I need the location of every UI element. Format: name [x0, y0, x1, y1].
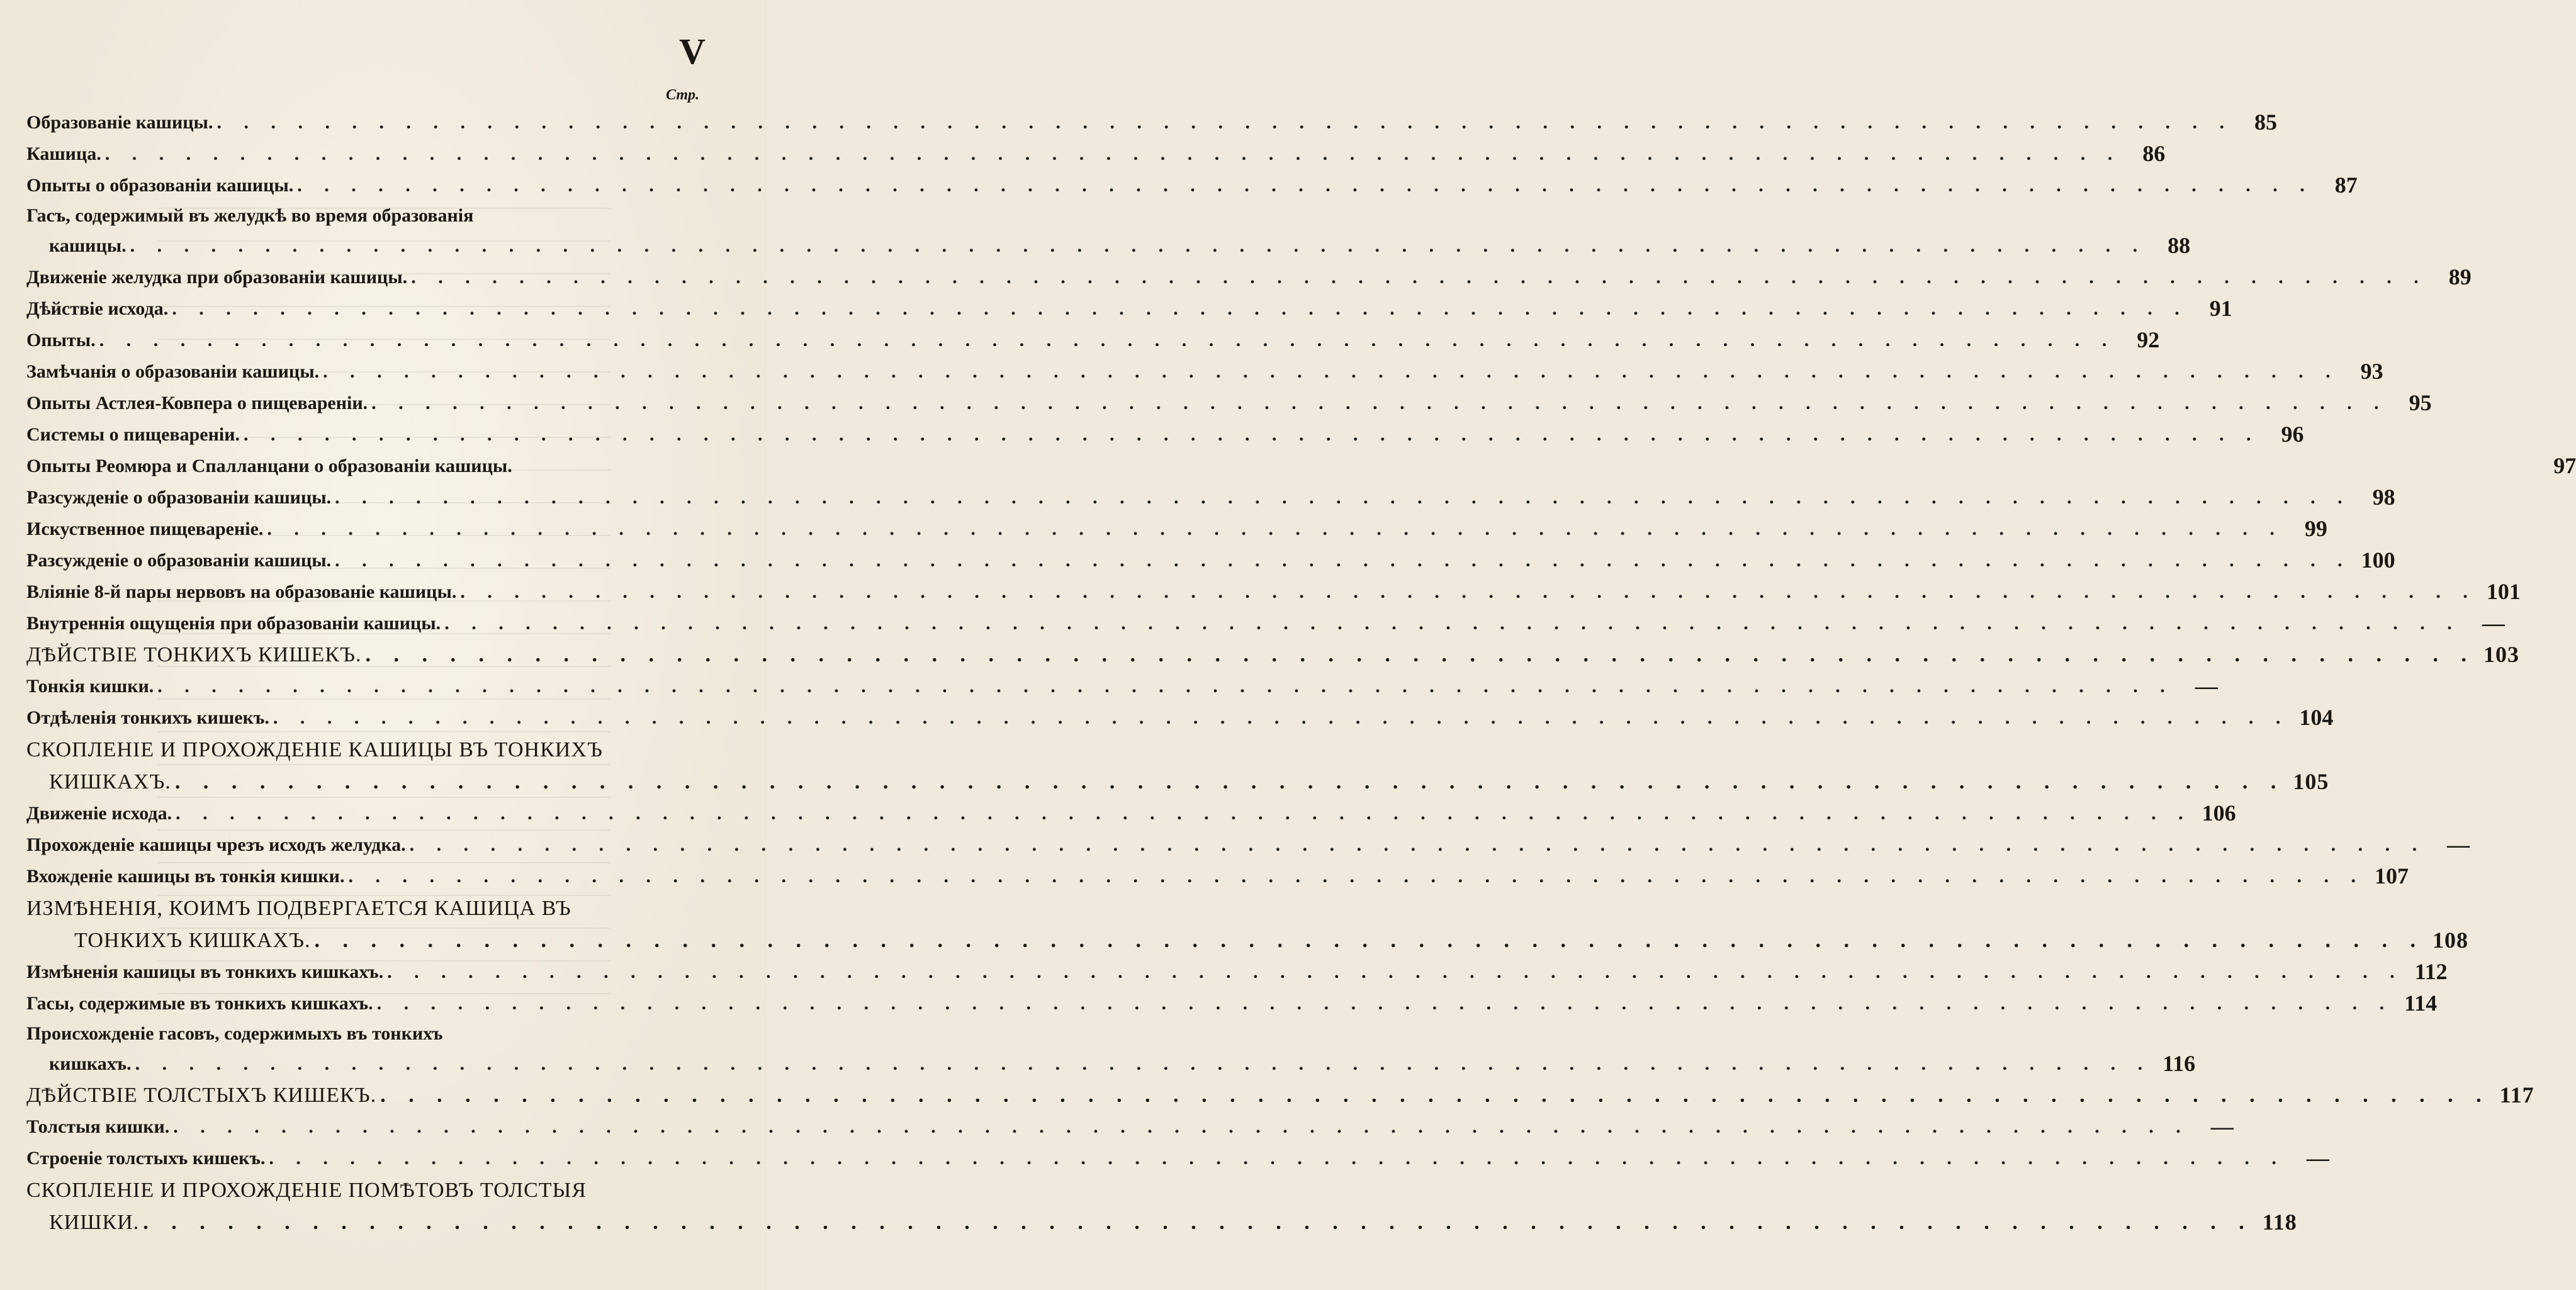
- dot-leader: [335, 487, 2351, 509]
- toc-entry-title: Опыты Астлея-Ковпера о пищевареніи.: [26, 392, 368, 413]
- toc-page-number: 87: [2334, 172, 2358, 198]
- toc-page-number: —: [2195, 673, 2218, 699]
- toc-entry: [26, 262, 2472, 293]
- toc-entry-title: Опыты Реомюра и Спалланцани о образованіи кашицы.: [26, 455, 512, 476]
- toc-entry-title: Прохожденіе кашицы чрезъ исходъ желудка.: [26, 834, 406, 855]
- toc-section-heading: [26, 925, 2469, 956]
- toc-entry-continued: СКОПЛЕНІЕ И ПРОХОЖДЕНІЕ ПОМѢТОВЪ ТОЛСТЫЯ: [26, 1179, 587, 1202]
- toc-section-heading: [26, 639, 2519, 671]
- toc-page-number: 105: [2293, 769, 2329, 795]
- toc-entry-title: Толстыя кишки.: [26, 1116, 170, 1137]
- dot-leader: [444, 613, 2461, 635]
- toc-page-number: 91: [2209, 296, 2232, 322]
- toc-entry: [26, 861, 2409, 892]
- toc-entry-title: Опыты.: [26, 329, 96, 351]
- toc-entry: [26, 170, 2358, 201]
- toc-entry: [26, 798, 2236, 829]
- toc-entry-continued: ИЗМѢНЕНІЯ, КОИМЪ ПОДВЕРГАЕТСЯ КАШИЦА ВЪ: [26, 897, 571, 920]
- dot-leader: [348, 866, 2365, 888]
- toc-page-number: 98: [2372, 485, 2395, 510]
- toc-page-number: 99: [2304, 516, 2327, 542]
- toc-page-number: 108: [2433, 928, 2469, 953]
- toc-entry: [26, 419, 2304, 451]
- toc-entry: [26, 576, 2521, 608]
- toc-entry-title: кашицы.: [49, 235, 127, 256]
- toc-entry-title: Дѣйствіе исхода.: [26, 298, 169, 319]
- dot-leader: [172, 298, 2188, 320]
- toc-entry-title: Строеніе толстыхъ кишекъ.: [26, 1147, 266, 1169]
- toc-entry-title: Искуственное пищевареніе.: [26, 518, 264, 539]
- dot-leader: [315, 928, 2425, 953]
- toc-entry: [26, 702, 2334, 734]
- toc-page-number: —: [2306, 1145, 2329, 1171]
- toc-entry-title: Кашица.: [26, 143, 101, 164]
- toc-entry-title: Разсужденіе о образованіи кашицы.: [26, 549, 332, 571]
- toc-entry-title: кишкахъ.: [49, 1053, 132, 1074]
- toc-page-number: 85: [2254, 109, 2277, 135]
- toc-page-number: 106: [2202, 800, 2236, 826]
- toc-page-number: 97: [2553, 453, 2576, 479]
- toc-entry-continued: СКОПЛЕНІЕ И ПРОХОЖДЕНІЕ КАШИЦЫ ВЪ ТОНКИХЪ: [26, 738, 603, 761]
- toc-entry: [26, 293, 2232, 325]
- page-number: V: [679, 31, 707, 72]
- toc-entry: [26, 988, 2438, 1019]
- toc-entry-continued: Гасъ, содержимый въ желудкѣ во время образованія: [26, 205, 474, 226]
- toc-entry-continued: Происхожденіе гасовъ, содержимыхъ въ тонкихъ: [26, 1023, 443, 1044]
- toc-page-number: 93: [2360, 359, 2383, 384]
- toc-page-number: 104: [2299, 705, 2334, 731]
- toc-entry: [26, 829, 2470, 861]
- table-of-contents: [26, 107, 2576, 1238]
- toc-page-number: 96: [2281, 422, 2304, 447]
- toc-entry: [26, 608, 2505, 639]
- dot-leader: [380, 1083, 2490, 1108]
- dot-leader: [99, 330, 2116, 352]
- toc-entry-title: КИШКАХЪ.: [49, 770, 171, 794]
- toc-section-heading: [26, 1080, 2534, 1111]
- toc-entry: [26, 356, 2383, 388]
- toc-entry: [26, 230, 2191, 262]
- toc-entry: [26, 451, 2576, 482]
- dot-leader: [244, 424, 2260, 446]
- toc-entry-title: Замѣчанія о образованіи кашицы.: [26, 361, 320, 382]
- toc-page-number: 118: [2262, 1209, 2297, 1235]
- dot-leader: [130, 235, 2147, 257]
- toc-entry-title: Вліяніе 8-й пары нервовъ на образованіе кашицы.: [26, 581, 457, 602]
- toc-entry-title: Измѣненія кашицы въ тонкихъ кишкахъ.: [26, 961, 384, 982]
- toc-entry: [26, 325, 2160, 356]
- toc-entry-title: Движеніе желудка при образованіи кашицы.: [26, 266, 408, 288]
- toc-entry: [26, 513, 2327, 545]
- dot-leader: [335, 550, 2351, 572]
- dot-leader: [267, 519, 2283, 541]
- toc-page-number: 112: [2414, 959, 2448, 985]
- dot-leader: [157, 676, 2174, 698]
- toc-entry: [26, 1111, 2234, 1143]
- dot-leader: [411, 267, 2427, 289]
- toc-entry: [26, 1048, 2196, 1080]
- dot-leader: [460, 581, 2477, 603]
- dot-leader: [143, 1210, 2253, 1235]
- toc-entry-title: Отдѣленія тонкихъ кишекъ.: [26, 707, 269, 728]
- toc-entry-title: Образованіе кашицы.: [26, 111, 213, 133]
- toc-entry: [26, 388, 2432, 419]
- toc-entry: [26, 1143, 2329, 1174]
- toc-page-number: 95: [2409, 390, 2432, 416]
- toc-page-number: 100: [2361, 547, 2395, 573]
- toc-entry-title: Вхожденіе кашицы въ тонкія кишки.: [26, 865, 345, 887]
- toc-page-number: —: [2482, 610, 2505, 636]
- toc-page-number: 89: [2448, 264, 2472, 290]
- toc-entry-title: ДѢЙСТВІЕ ТОЛСТЫХЪ КИШЕКЪ.: [26, 1084, 377, 1108]
- toc-entry-title: Системы о пищевареніи.: [26, 423, 240, 445]
- toc-entry-title: Внутреннія ощущенія при образованіи кашицы.: [26, 612, 441, 634]
- toc-page-number: 107: [2374, 863, 2409, 889]
- toc-entry-title: ДѢЙСТВІЕ ТОНКИХЪ КИШЕКЪ.: [26, 643, 362, 667]
- toc-entry-title: Движеніе исхода.: [26, 802, 172, 824]
- toc-page-number: 117: [2499, 1082, 2534, 1108]
- dot-leader: [387, 962, 2404, 984]
- toc-page-number: —: [2447, 832, 2470, 858]
- toc-page-number: 101: [2486, 579, 2521, 605]
- toc-section-heading: [26, 766, 2329, 798]
- dot-leader: [323, 361, 2339, 383]
- toc-entry: [26, 545, 2395, 576]
- page-column-header: Стр.: [665, 87, 699, 103]
- toc-page-number: 103: [2483, 642, 2519, 668]
- dot-leader: [269, 1148, 2285, 1170]
- toc-page-number: 86: [2142, 141, 2166, 167]
- toc-entry: [26, 482, 2395, 513]
- toc-page-number: 116: [2163, 1051, 2196, 1077]
- dot-leader: [217, 112, 2233, 134]
- toc-entry-title: КИШКИ.: [49, 1211, 140, 1235]
- toc-entry-title: Гасы, содержимые въ тонкихъ кишкахъ.: [26, 992, 373, 1014]
- dot-leader: [176, 803, 2192, 825]
- toc-entry-title: ТОНКИХЪ КИШКАХЪ.: [74, 929, 311, 953]
- toc-page-number: 92: [2137, 327, 2160, 353]
- toc-entry-title: Разсужденіе о образованіи кашицы.: [26, 486, 332, 508]
- toc-page-number: 114: [2404, 990, 2438, 1016]
- dot-leader: [365, 642, 2475, 667]
- dot-leader: [273, 707, 2290, 729]
- dot-leader: [135, 1053, 2152, 1075]
- toc-page-number: —: [2210, 1114, 2234, 1140]
- dot-leader: [173, 1116, 2190, 1138]
- dot-leader: [175, 770, 2285, 794]
- toc-entry: [26, 956, 2448, 988]
- toc-entry: [26, 138, 2166, 170]
- dot-leader: [377, 993, 2393, 1015]
- toc-section-heading: [26, 1207, 2297, 1238]
- toc-entry-title: Опыты о образованіи кашицы.: [26, 174, 294, 196]
- toc-page-number: 88: [2168, 233, 2191, 259]
- dot-leader: [371, 393, 2388, 415]
- dot-leader: [297, 175, 2314, 197]
- dot-leader: [105, 143, 2122, 165]
- toc-entry: [26, 671, 2218, 702]
- toc-entry-title: Тонкія кишки.: [26, 675, 154, 697]
- dot-leader: [410, 834, 2426, 856]
- toc-entry: [26, 107, 2277, 138]
